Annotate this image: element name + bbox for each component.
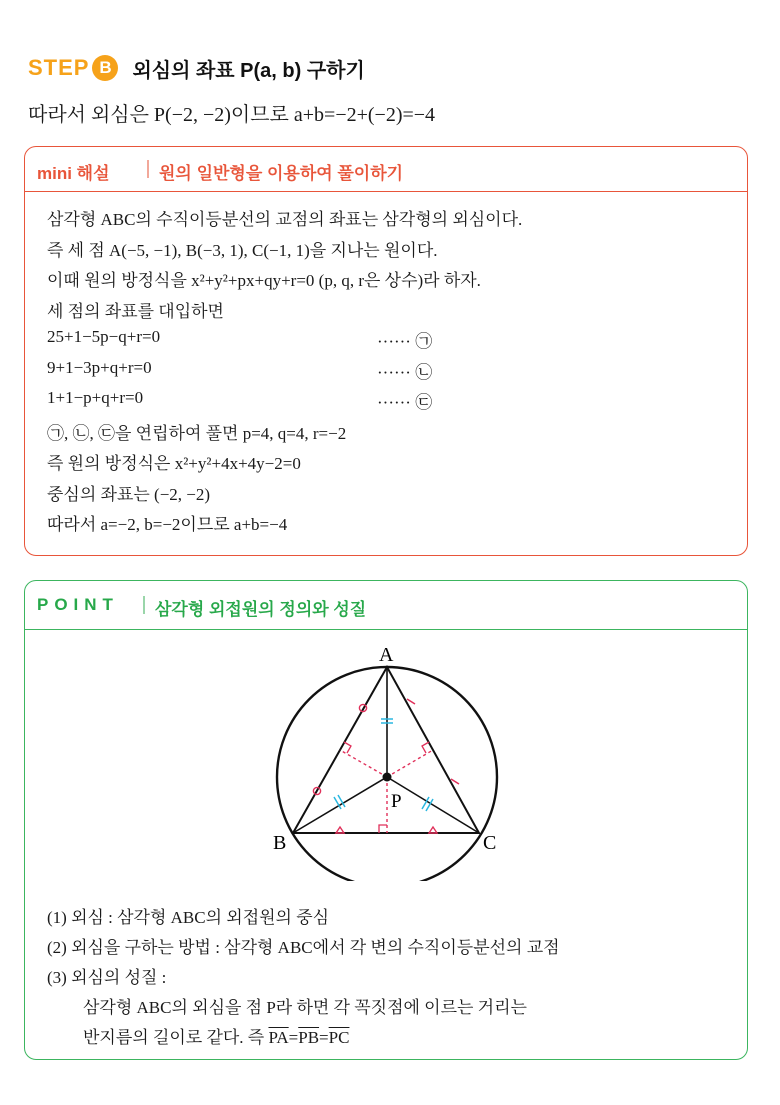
step-letter-badge: B [92, 55, 118, 81]
equals-sign: = [288, 1028, 299, 1047]
point-item-3-detail: 삼각형 ABC의 외심을 점 P라 하면 각 꼭짓점에 이르는 거리는 [83, 998, 527, 1017]
mini-line: 즉 세 점 A(−5, −1), B(−3, 1), C(−1, 1)을 지나는 원이다. [47, 240, 438, 260]
label-c: C [483, 832, 497, 854]
equation-3: 1+1−p+q+r=0 [47, 388, 144, 407]
right-angle-ab [344, 742, 351, 753]
circumcenter-p [383, 773, 392, 782]
mini-explanation-box [24, 146, 748, 556]
mini-line: ㉠, ㉡, ㉢을 연립하여 풀면 p=4, q=4, r=−2 [47, 423, 347, 443]
mini-line: 즉 원의 방정식은 x²+y²+4x+4y−2=0 [47, 454, 301, 473]
equals-sign: = [319, 1028, 329, 1047]
segment-pc-label: $\overline{PC}$ [328, 1028, 350, 1047]
equation-1-row [47, 327, 737, 358]
mini-line: 중심의 좌표는 (−2, −2) [47, 484, 211, 504]
label-p: P [391, 791, 402, 812]
point-item-3-conclusion [47, 1023, 737, 1053]
equation-1: 25+1−5p−q+r=0 [47, 327, 161, 346]
bisector-ac [387, 750, 433, 777]
marker-2: ······ ㉡ [377, 362, 433, 382]
result-line: 따라서 외심은 P(−2, −2)이므로 a+b=−2+(−2)=−4 [28, 104, 436, 126]
segment-pb-label: $\overline{PB}$ [298, 1028, 320, 1047]
mini-line: 따라서 a=−2, b=−2이므로 a+b=−4 [47, 515, 288, 534]
point-item-1: (1) 외심 : 삼각형 ABC의 외접원의 중심 [47, 908, 330, 927]
equation-3-row [47, 388, 737, 419]
marker-1: ······ ㉠ [377, 332, 433, 351]
right-angle-bc [379, 825, 387, 833]
right-angle-ac [422, 742, 429, 753]
mini-line: 세 점의 좌표를 대입하면 [47, 301, 224, 321]
point-box [24, 580, 748, 1060]
point-label: POINT [37, 595, 119, 614]
point-title: 삼각형 외접원의 정의와 성질 [155, 600, 367, 619]
circumcircle-diagram [265, 641, 525, 881]
step-title: 외심의 좌표 P(a, b) 구하기 [132, 59, 365, 82]
bisector-ab [340, 750, 387, 777]
equation-2: 9+1−3p+q+r=0 [47, 357, 152, 377]
step-word: STEP [28, 55, 90, 80]
equation-2-row [47, 358, 737, 389]
point-list [47, 903, 737, 1053]
point-item-3: (3) 외심의 성질 : [47, 968, 167, 987]
triangle-abc [293, 667, 479, 833]
mini-body [47, 205, 737, 541]
label-a: A [379, 644, 394, 666]
segment-pb [293, 777, 387, 833]
mini-label: mini 해설 [37, 164, 110, 183]
mini-header [25, 147, 747, 192]
point-separator [143, 596, 145, 614]
segment-pa-label: $\overline{PA}$ [268, 1028, 289, 1047]
mini-title: 원의 일반형을 이용하여 풀이하기 [159, 164, 404, 183]
mini-separator [147, 160, 149, 178]
marker-3: ······ ㉢ [377, 393, 433, 412]
mini-line: 이때 원의 방정식을 x²+y²+px+qy+r=0 (p, q, r은 상수)라 하자. [47, 271, 481, 290]
mini-line: 삼각형 ABC의 수직이등분선의 교점의 좌표는 삼각형의 외심이다. [47, 210, 523, 229]
point-item-2: (2) 외심을 구하는 방법 : 삼각형 ABC에서 각 변의 수직이등분선의 교점 [47, 938, 560, 957]
conclusion-prefix: 반지름의 길이로 같다. 즉 [83, 1028, 269, 1047]
point-header [25, 581, 747, 630]
step-header [28, 50, 365, 86]
label-b: B [273, 832, 287, 854]
